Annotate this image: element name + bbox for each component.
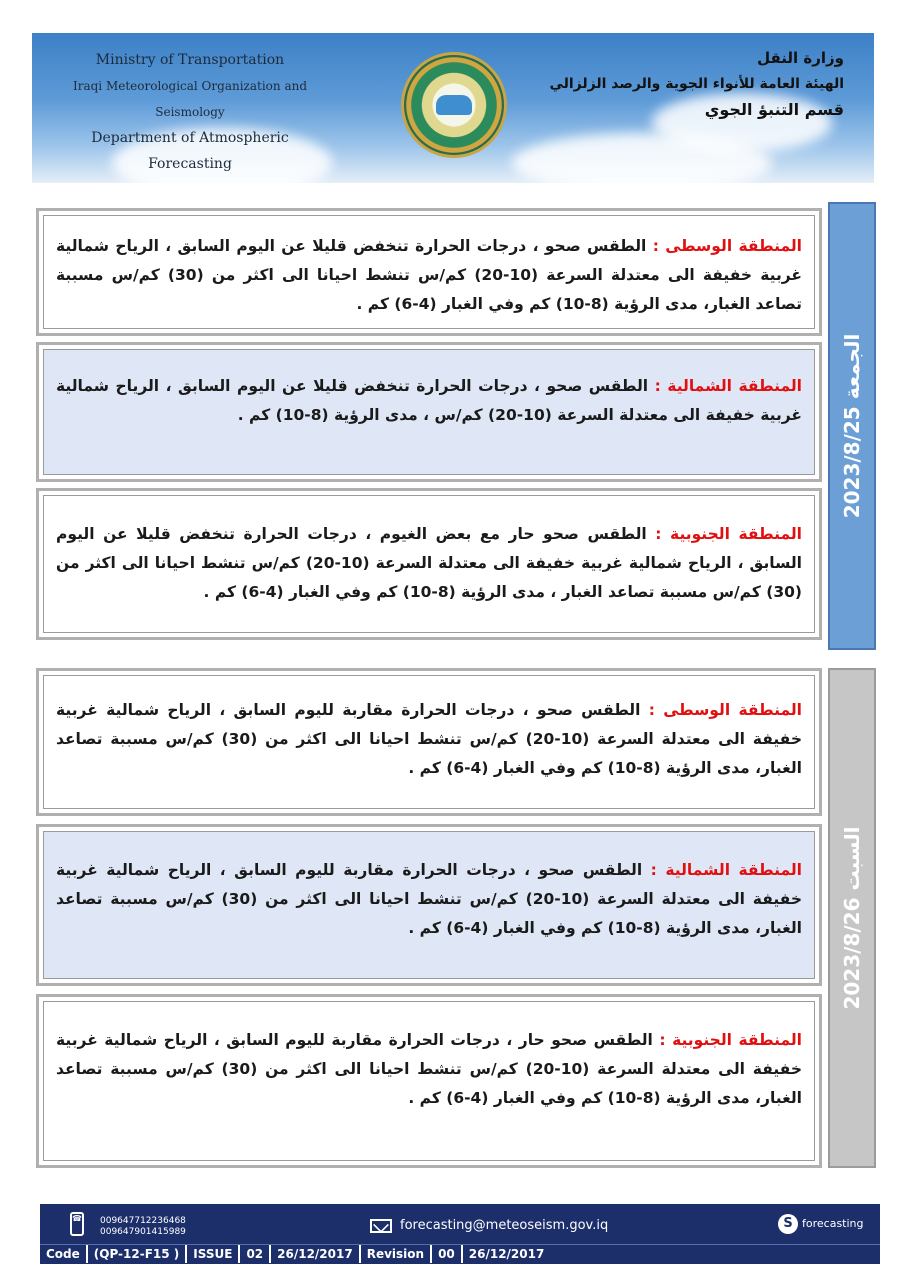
region-name: المنطقة الشمالية : — [654, 377, 802, 395]
envelope-icon — [370, 1219, 392, 1233]
cloud-sun-icon — [436, 95, 472, 115]
department-name-en: Department of Atmospheric Forecasting — [91, 130, 289, 172]
revision-value: 00 — [432, 1245, 463, 1263]
skype-handle[interactable]: forecasting — [802, 1217, 864, 1230]
forecast-text: الطقس صحو حار ، درجات الحرارة مقاربة لليوم السابق ، الرياح شمالية غربية خفيفة الى معتدلة السرعة (10-20) كم/س تنشط احيانا الى اكثر من (30) كم/س مسببة تصاعد الغبار، مدى الرؤية (8-10) كم وفي الغبار (4-6) كم . — [56, 1031, 803, 1107]
organization-name-ar: الهيئة العامة للأنواء الجوية والرصد الزلزالي — [549, 76, 844, 92]
forecast-text: الطقس صحو ، درجات الحرارة مقاربة لليوم السابق ، الرياح شمالية غربية خفيفة الى معتدلة السرعة (10-20) كم/س تنشط احيانا الى اكثر من (30) كم/س مسببة تصاعد الغبار، مدى الرؤية (8-10) كم وفي الغبار (4-6) كم . — [56, 701, 803, 777]
revision-date: 26/12/2017 — [468, 1247, 545, 1261]
arabic-org-title — [549, 45, 844, 123]
forecast-text: الطقس صحو ، درجات الحرارة تنخفض قليلا عن اليوم السابق ، الرياح شمالية غربية خفيفة الى معتدلة السرعة (10-20) كم/س تنشط احيانا الى اكثر من (30) كم/س مسببة تصاعد الغبار، مدى الرؤية (8-10) كم وفي الغبار (4-6) كم . — [56, 237, 802, 313]
region-name: المنطقة الوسطى : — [652, 237, 802, 255]
department-name-ar: قسم التنبؤ الجوي — [704, 100, 844, 119]
forecast-text: الطقس صحو ، درجات الحرارة تنخفض قليلا عن اليوم السابق ، الرياح شمالية غربية خفيفة الى معتدلة السرعة (10-20) كم/س ، مدى الرؤية (8-10) كم . — [56, 377, 802, 424]
phone-number[interactable]: 009647901415989 — [100, 1227, 186, 1237]
phone-numbers — [100, 1216, 186, 1238]
issue-label: ISSUE — [187, 1245, 240, 1263]
meteorology-logo-icon — [404, 55, 504, 155]
organization-name-en: Iraqi Meteorological Organization and Seismology — [72, 79, 308, 119]
english-org-title — [60, 47, 320, 177]
region-name: المنطقة الشمالية : — [650, 861, 802, 879]
date-bar-day2 — [828, 668, 876, 1168]
phone-number[interactable]: 009647712236468 — [100, 1216, 186, 1226]
region-name: المنطقة الجنوبية : — [655, 525, 802, 543]
email-link[interactable]: forecasting@meteoseism.gov.iq — [400, 1218, 609, 1233]
forecast-box-central-day2 — [36, 668, 822, 816]
skype-contact — [778, 1214, 864, 1234]
forecast-box-south-day1 — [36, 488, 822, 640]
region-name: المنطقة الجنوبية : — [659, 1031, 802, 1049]
forecast-text: الطقس صحو ، درجات الحرارة مقاربة لليوم السابق ، الرياح شمالية غربية خفيفة الى معتدلة السرعة (10-20) كم/س تنشط احيانا الى اكثر من (30) كم/س مسببة تصاعد الغبار، مدى الرؤية (8-10) كم وفي الغبار (4-6) كم . — [56, 861, 803, 937]
forecast-box-central-day1 — [36, 208, 822, 336]
forecast-box-north-day1 — [36, 342, 822, 482]
forecast-text: الطقس صحو حار مع بعض الغيوم ، درجات الحرارة تنخفض قليلا عن اليوم السابق ، الرياح شمالية غربية خفيفة الى معتدلة السرعة (10-20) كم/س تنشط احيانا الى اكثر من (30) كم/س مسببة تصاعد الغبار ، مدى الرؤية (8-10) كم وفي الغبار (4-6) كم . — [56, 525, 802, 601]
issue-date: 26/12/2017 — [271, 1245, 361, 1263]
region-name: المنطقة الوسطى : — [648, 701, 802, 719]
ministry-name-en: Ministry of Transportation — [95, 52, 285, 68]
forecast-box-north-day2 — [36, 824, 822, 986]
revision-label: Revision — [361, 1245, 432, 1263]
date-bar-day1 — [828, 202, 876, 650]
date-label: الجمعة 2023/8/25 — [840, 333, 864, 519]
header-banner — [32, 33, 874, 183]
code-value: (QP-12-F15 ) — [88, 1245, 188, 1263]
document-code-row — [40, 1244, 880, 1263]
ministry-name-ar: وزارة النقل — [757, 49, 844, 67]
email-contact — [370, 1218, 608, 1233]
issue-value: 02 — [240, 1245, 271, 1263]
phone-icon: ☎ — [70, 1212, 84, 1236]
date-label: السبت 2023/8/26 — [840, 826, 864, 1010]
footer-bar — [40, 1204, 880, 1264]
forecast-box-south-day2 — [36, 994, 822, 1168]
code-label: Code — [40, 1245, 88, 1263]
skype-icon: S — [778, 1214, 798, 1234]
